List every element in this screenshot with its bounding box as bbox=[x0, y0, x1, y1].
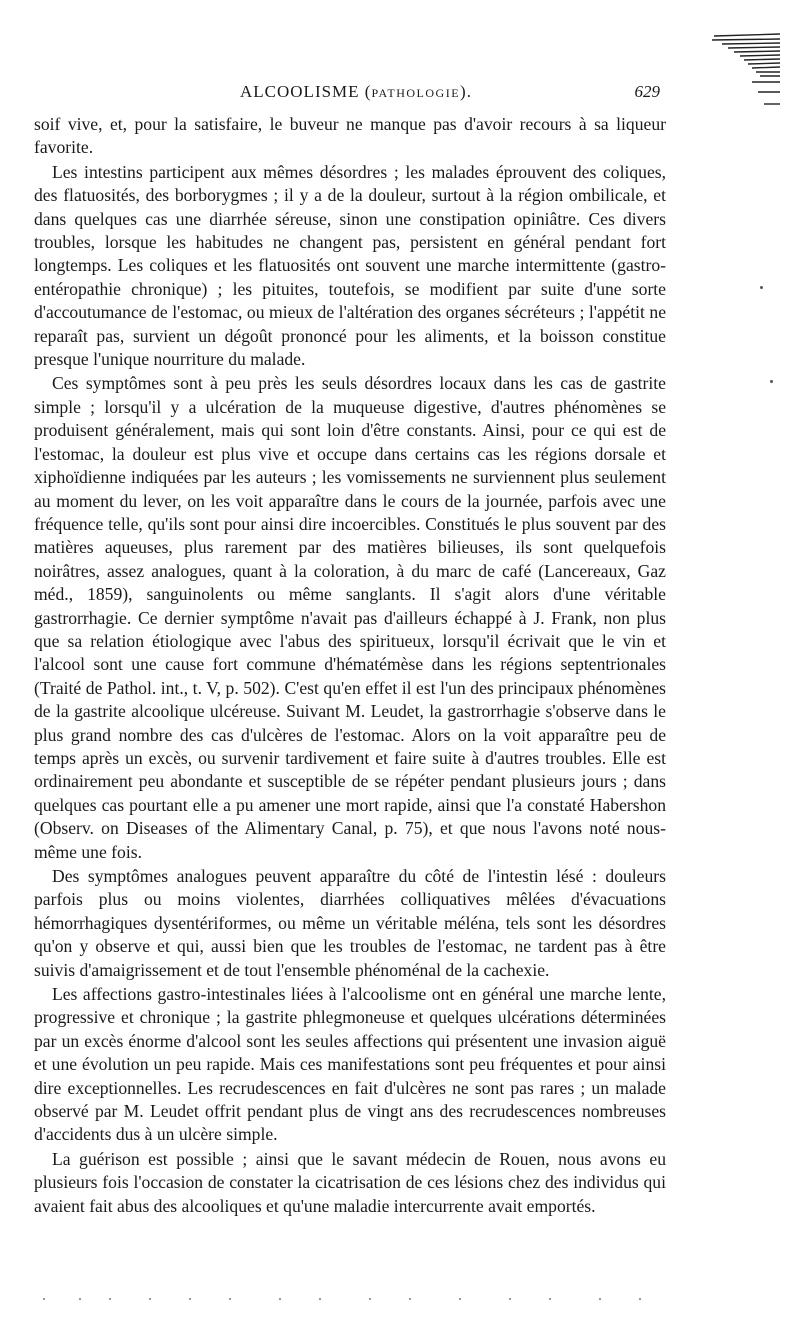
page-edge-mark bbox=[682, 30, 782, 110]
margin-speck bbox=[770, 380, 773, 383]
margin-speck bbox=[760, 286, 763, 289]
running-head bbox=[240, 82, 660, 104]
paragraph: soif vive, et, pour la satisfaire, le buveur ne manque pas d'avoir recours à sa liqueur favorite. bbox=[34, 114, 666, 158]
running-head-title: ALCOOLISME (PATHOLOGIE). bbox=[240, 82, 472, 101]
paragraph: Des symptômes analogues peuvent apparaître du côté de l'intestin lésé : douleurs parfois plus ou moins violentes, diarrhées colliquatives mêlées d'évacuations hémorrhagiques dysentériformes, ou même un véritable méléna, tels sont les désordres qu'on y observe et qui, aussi bien que les troubles de l'estomac, ne tardent pas à être suivis d'amaigrissement et de tout l'ensemble phénoménal de la cachexie. bbox=[34, 866, 666, 980]
paragraph: Les affections gastro-intestinales liées à l'alcoolisme ont en général une marche lente, progressive et chronique ; la gastrite phlegmoneuse et quelques ulcérations déterminées par un excès énorme d'alcool sont les seules affections qui présentent une invasion aiguë et une évolution un peu rapide. Mais ces manifestations sont peu fréquentes et pour ainsi dire exceptionnelles. Les recrudescences en fait d'ulcères ne sont pas rares ; un malade observé par M. Leudet offrit pendant plus de vingt ans des recrudescences nombreuses d'accidents dus à un ulcère simple. bbox=[34, 984, 666, 1145]
paragraph: Ces symptômes sont à peu près les seuls désordres locaux dans les cas de gastrite simple ; lorsqu'il y a ulcération de la muqueuse digestive, d'autres phénomènes se produisent généralement, mais qui sont loin d'être constants. Ainsi, pour ce qui est de l'estomac, la douleur est plus vive et occupe dans certains cas les régions dorsale et xiphoïdienne indiquées par les auteurs ; les vomissements ne surviennent plus seulement au moment du lever, on les voit apparaître dans le cours de la journée, parfois avec une fréquence telle, qu'ils sont pour ainsi dire incoercibles. Constitués le plus souvent par des matières aqueuses, plus rarement par des matières bilieuses, ils sont quelquefois noirâtres, assez analogues, quant à la coloration, à du marc de café (Lancereaux, Gaz méd., 1859), sanguinolents ou même sanglants. Il s'agit alors d'une véritable gastrorrhagie. Ce dernier symptôme n'avait pas d'ailleurs échappé à J. Frank, non plus que sa relation étiologique avec l'abus des spiritueux, lorsqu'il écrivait que le vin et l'alcool sont une cause fort commune d'hématémèse dans les régions septentrionales (Traité de Pathol. int., t. V, p. 502). C'est qu'en effet il est l'un des principaux phénomènes de la gastrite alcoolique ulcéreuse. Suivant M. Leudet, la gastrorrhagie s'observe dans le plus grand nombre des cas d'ulcères de l'estomac. Alors on la voit apparaître peu de temps après un excès, ou survenir tardivement et faire suite à d'autres troubles. Elle est ordinairement peu abondante et susceptible de se répéter pendant plusieurs jours ; dans quelques cas pourtant elle a pu amener une mort rapide, ainsi que l'a constaté Habershon (Observ. on Diseases of the Alimentary Canal, p. 75), et que nous l'avons noté nous-même une fois. bbox=[34, 373, 666, 862]
bleed-through-specks bbox=[40, 1296, 660, 1302]
paragraph: Les intestins participent aux mêmes désordres ; les malades éprouvent des coliques, des flatuosités, des borborygmes ; il y a de la douleur, surtout à la région ombilicale, et dans quelques cas une diarrhée séreuse, sinon une constipation opiniâtre. Ces divers troubles, lorsque les habitudes ne changent pas, persistent en général pendant fort longtemps. Les coliques et les flatuosités ont souvent une marche intermittente (gastro-entéropathie chronique) ; les pituites, toutefois, se modifient par suite d'une sorte d'accoutumance de l'estomac, ou mieux de l'altération des organes sécréteurs ; l'appétit ne reparaît pas, survient un dégoût prononcé pour les aliments, et la boisson constitue presque l'unique nourriture du malade. bbox=[34, 161, 666, 370]
page-number: 629 bbox=[634, 82, 660, 101]
body-text bbox=[34, 113, 666, 1218]
paragraph: La guérison est possible ; ainsi que le savant médecin de Rouen, nous avons eu plusieurs fois l'occasion de constater la cicatrisation de ces lésions chez des individus qui avaient fait abus des alcooliques et qu'une maladie intercurrente avait emportés. bbox=[34, 1148, 666, 1216]
